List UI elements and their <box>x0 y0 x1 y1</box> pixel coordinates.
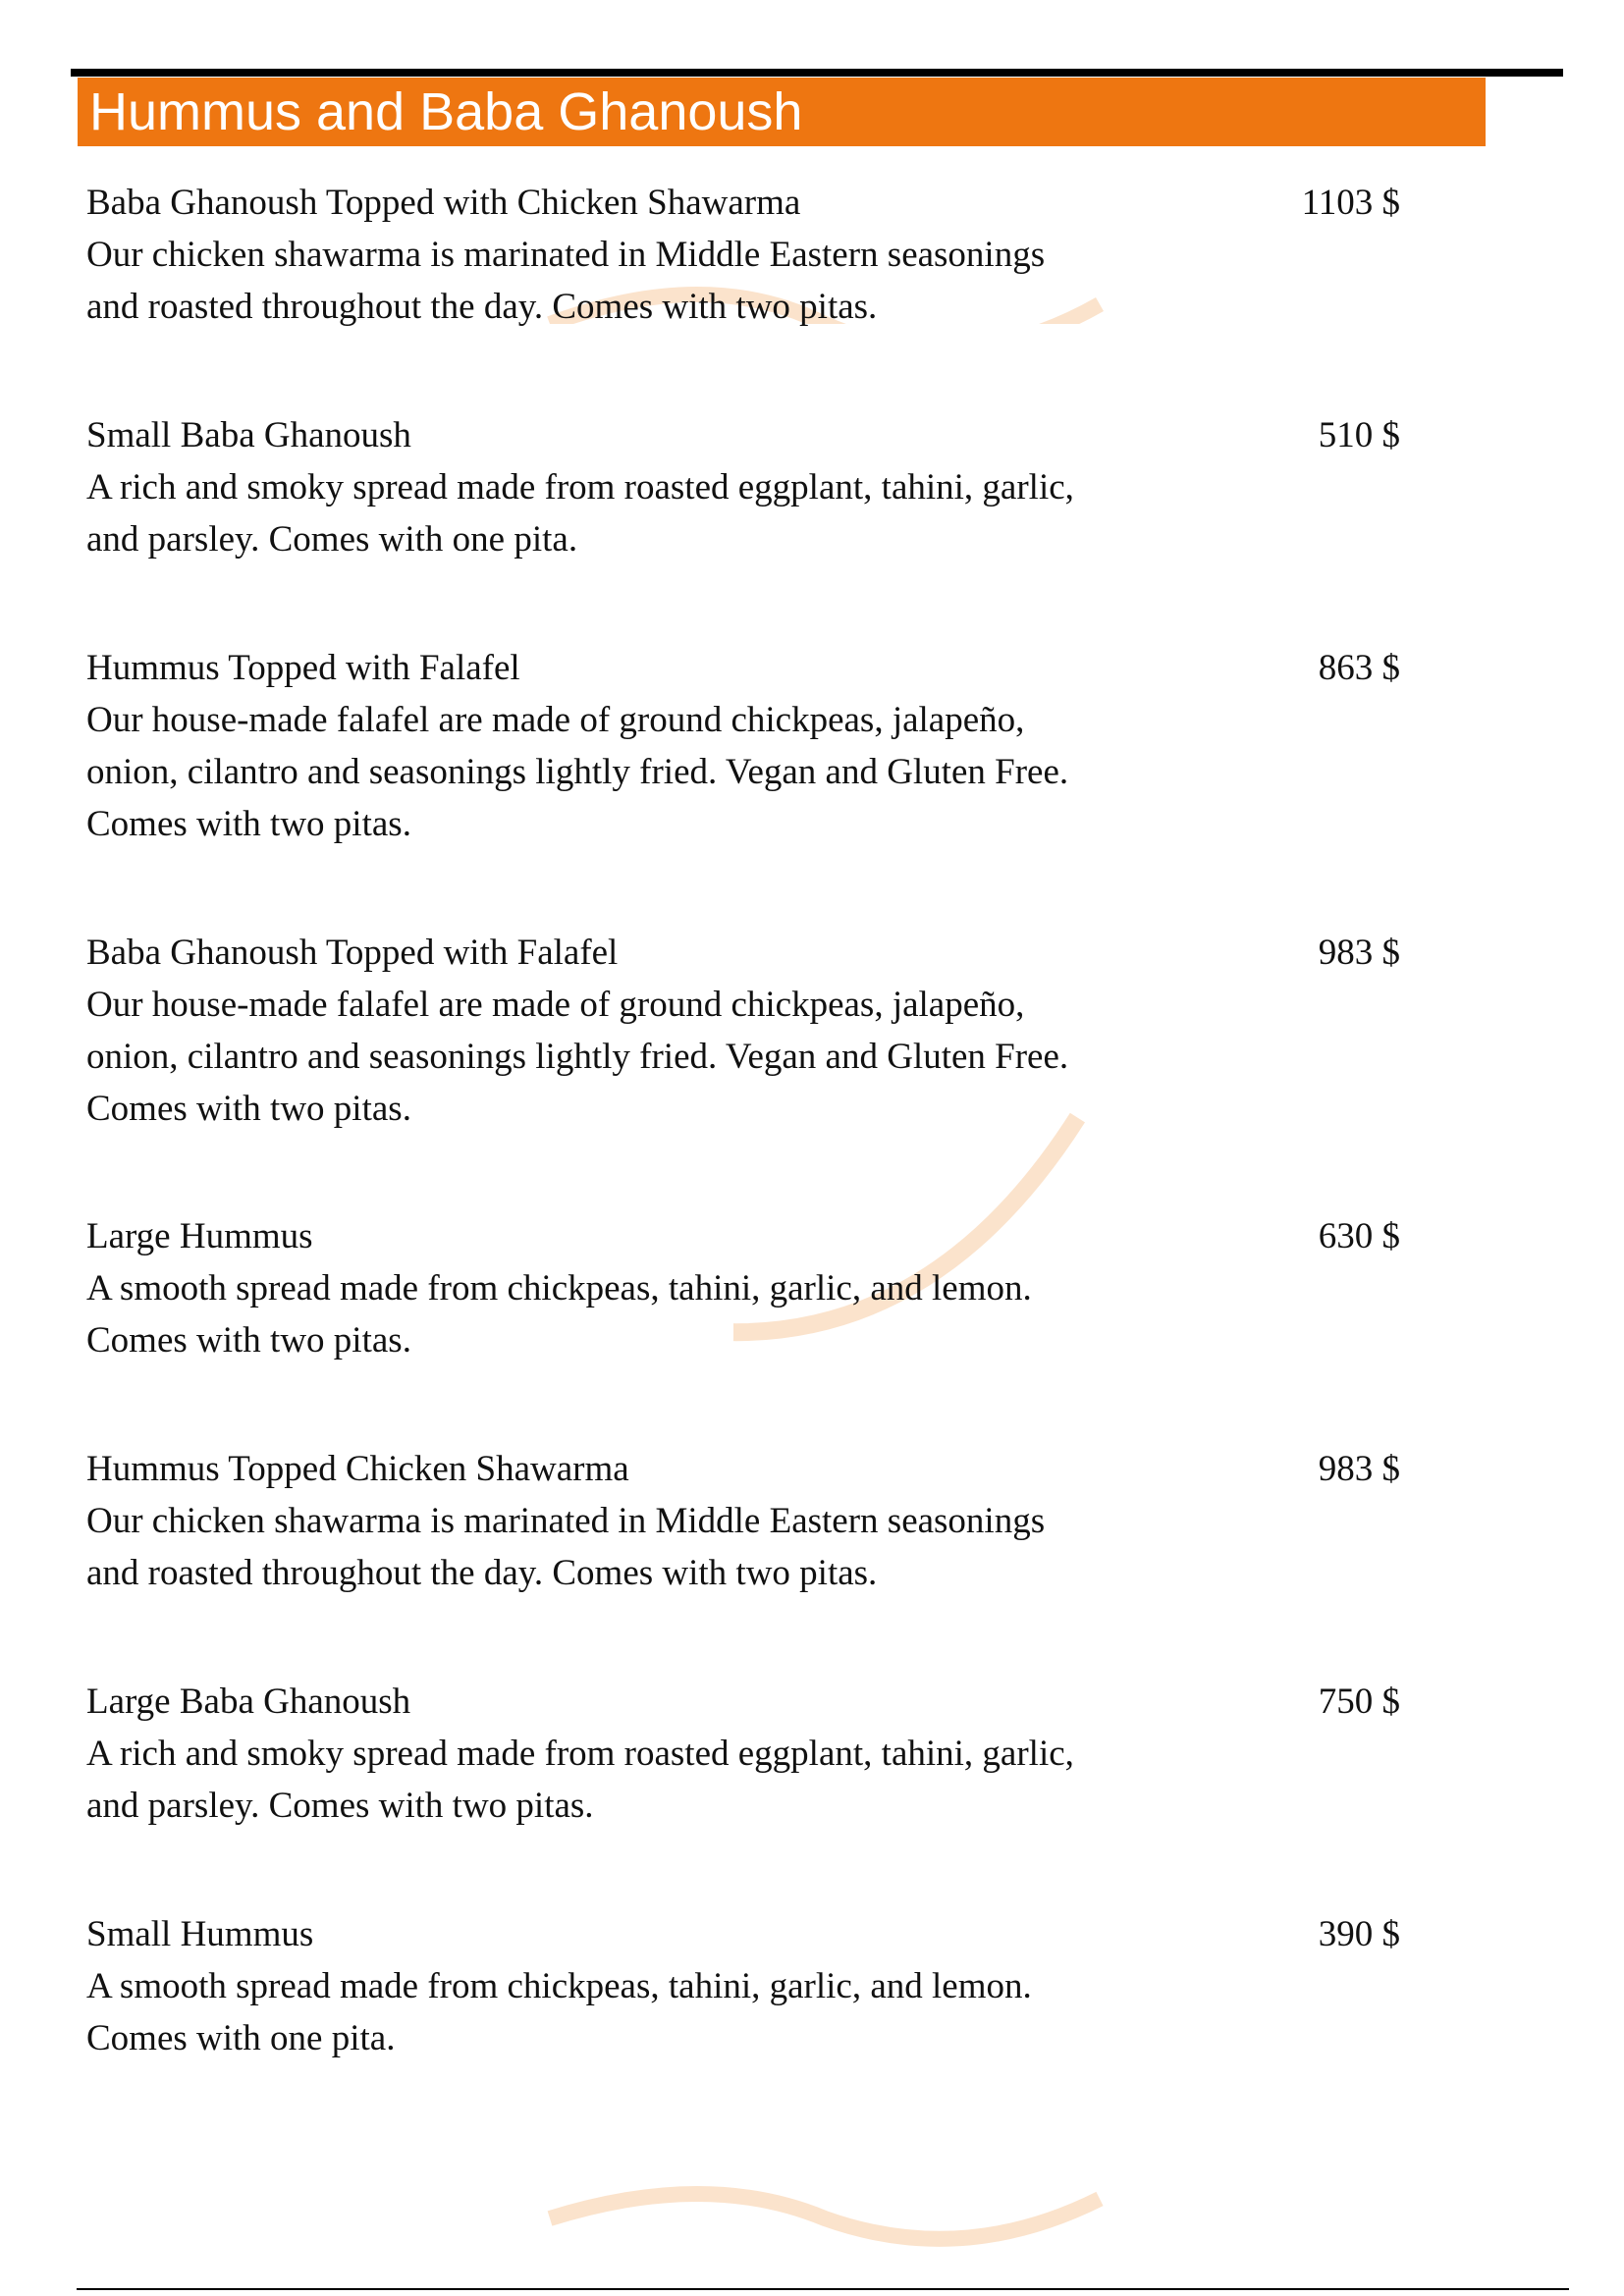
item-price: 750 $ <box>1318 1682 1400 1722</box>
menu-item-small-hummus <box>86 1908 1412 2064</box>
item-name: Small Hummus <box>86 1914 314 1954</box>
top-rule <box>71 69 1563 77</box>
item-price: 983 $ <box>1318 933 1400 973</box>
menu-item-large-hummus <box>86 1210 1412 1366</box>
item-name: Large Hummus <box>86 1216 313 1256</box>
item-name: Hummus Topped Chicken Shawarma <box>86 1449 629 1489</box>
item-name: Hummus Topped with Falafel <box>86 648 520 688</box>
menu-item-baba-ghanoush-chicken-shawarma <box>86 177 1412 333</box>
item-price: 630 $ <box>1318 1216 1400 1256</box>
item-price: 983 $ <box>1318 1449 1400 1489</box>
item-name: Small Baba Ghanoush <box>86 415 411 455</box>
item-description: A rich and smoky spread made from roasted eggplant, tahini, garlic, and parsley. Comes with one pita. <box>86 467 1074 560</box>
section-header <box>78 78 1486 146</box>
item-price: 390 $ <box>1318 1914 1400 1954</box>
item-price: 863 $ <box>1318 648 1400 688</box>
menu-item-large-baba-ghanoush <box>86 1676 1412 1832</box>
item-description: A rich and smoky spread made from roasted eggplant, tahini, garlic, and parsley. Comes with two pitas. <box>86 1734 1074 1826</box>
item-description: A smooth spread made from chickpeas, tahini, garlic, and lemon. Comes with one pita. <box>86 1966 1032 2058</box>
item-name: Baba Ghanoush Topped with Chicken Shawarma <box>86 183 801 223</box>
item-price: 510 $ <box>1318 415 1400 455</box>
item-name: Large Baba Ghanoush <box>86 1682 411 1722</box>
menu-item-hummus-falafel <box>86 642 1412 850</box>
item-name: Baba Ghanoush Topped with Falafel <box>86 933 619 973</box>
bottom-rule <box>77 2288 1569 2290</box>
menu-item-baba-ghanoush-falafel <box>86 927 1412 1135</box>
item-description: Our chicken shawarma is marinated in Middle Eastern seasonings and roasted throughout the day. Comes with two pitas. <box>86 235 1046 327</box>
item-description: Our house-made falafel are made of ground chickpeas, jalapeño, onion, cilantro and seasonings lightly fried. Vegan and Gluten Free. Comes with two pitas. <box>86 985 1069 1129</box>
item-description: A smooth spread made from chickpeas, tahini, garlic, and lemon. Comes with two pitas. <box>86 1268 1032 1361</box>
item-description: Our chicken shawarma is marinated in Middle Eastern seasonings and roasted throughout the day. Comes with two pitas. <box>86 1501 1046 1593</box>
menu-item-hummus-chicken-shawarma <box>86 1443 1412 1599</box>
menu-item-small-baba-ghanoush <box>86 409 1412 565</box>
item-description: Our house-made falafel are made of ground chickpeas, jalapeño, onion, cilantro and seasonings lightly fried. Vegan and Gluten Free. Comes with two pitas. <box>86 700 1069 844</box>
item-price: 1103 $ <box>1301 183 1400 223</box>
section-title: Hummus and Baba Ghanoush <box>89 82 803 141</box>
